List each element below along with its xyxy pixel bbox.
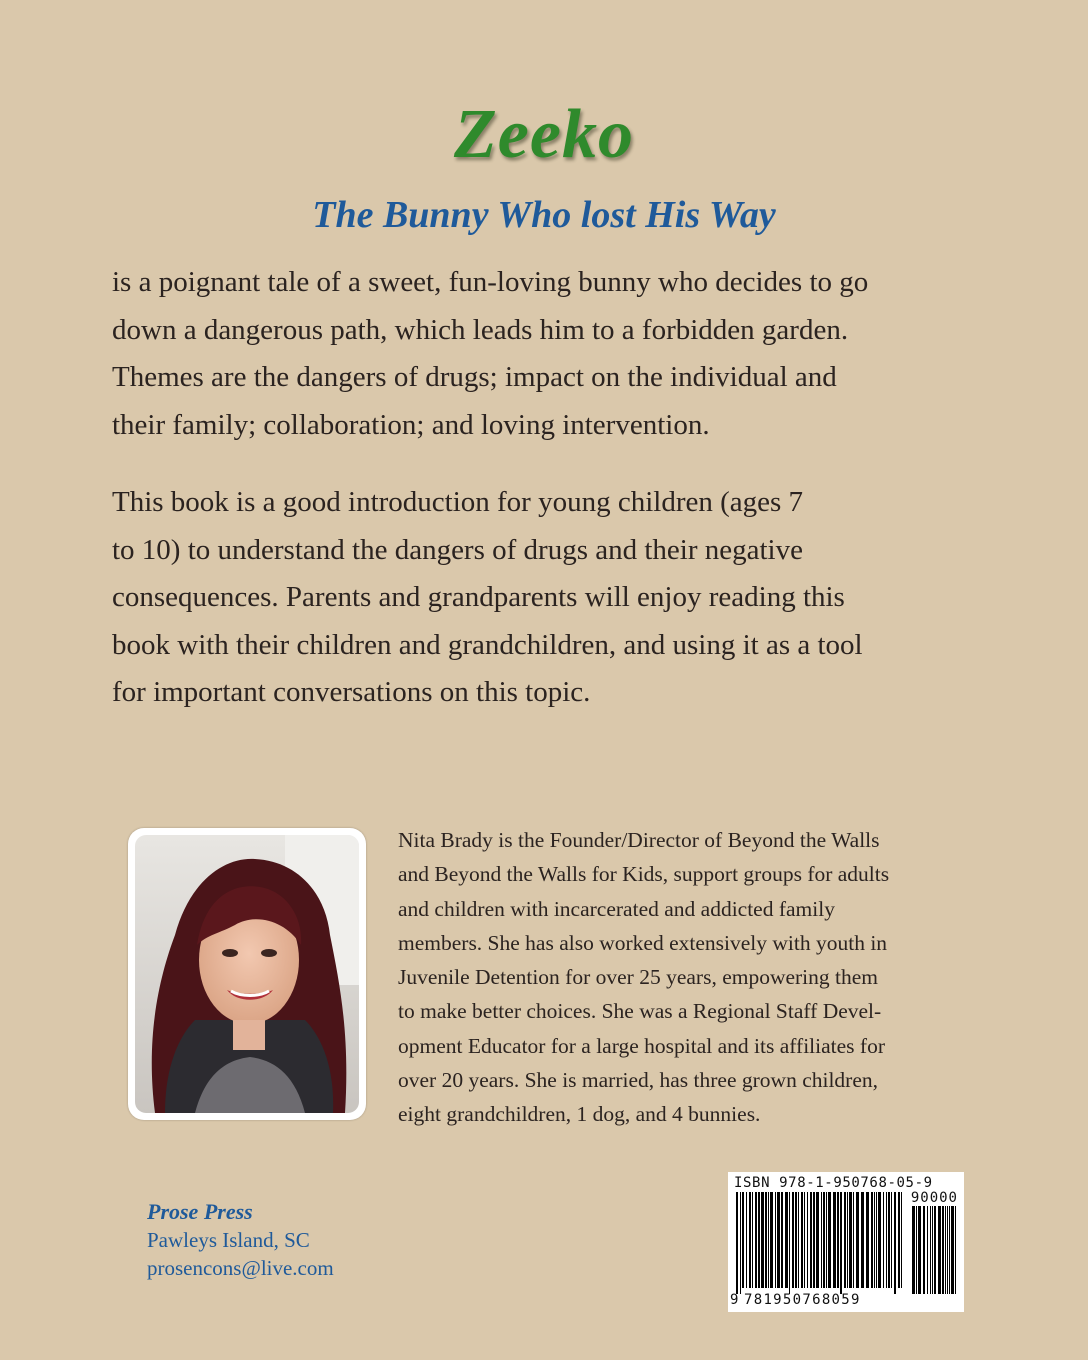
barcode-bar [891, 1192, 892, 1288]
barcode-first-digit: 9 [730, 1292, 739, 1308]
bio-line: members. She has also worked extensively with youth in [398, 930, 888, 955]
barcode-bar [789, 1192, 790, 1294]
barcode-bar [781, 1192, 783, 1288]
barcode-bar [792, 1192, 794, 1288]
barcode-bar [949, 1206, 950, 1294]
bio-line: eight grandchildren, 1 dog, and 4 bunnies. [398, 1102, 761, 1127]
barcode-bar [847, 1192, 848, 1288]
bio-line: opment Educator for a large hospital and its affiliates for [398, 1033, 885, 1058]
description-line: their family; collaboration; and loving intervention. [112, 408, 710, 441]
barcode-bar [742, 1192, 744, 1288]
barcode-bar [785, 1192, 788, 1288]
description-line: This book is a good introduction for young children (ages 7 [112, 486, 804, 518]
barcode-bar [795, 1192, 797, 1288]
barcode-bar [810, 1192, 812, 1288]
book-title: Zeeko [454, 96, 634, 173]
book-subtitle: The Bunny Who lost His Way [312, 194, 776, 236]
description-line: consequences. Parents and grandparents will enjoy reading this [112, 581, 845, 613]
barcode-bar [758, 1192, 760, 1288]
barcode-bar [768, 1192, 769, 1288]
barcode-bar [930, 1206, 931, 1294]
barcode-bar [871, 1192, 873, 1288]
barcode-bar [898, 1192, 900, 1288]
barcode-bar [853, 1192, 854, 1288]
barcode-bar [844, 1192, 846, 1288]
barcode-bar [876, 1192, 877, 1288]
barcode-bar [955, 1206, 956, 1294]
barcode-bar [874, 1192, 875, 1288]
description-line: book with their children and grandchildren, and using it as a tool [112, 628, 863, 661]
barcode-bar [801, 1192, 803, 1288]
bio-line: and children with incarcerated and addicted family [398, 896, 835, 921]
isbn-barcode [728, 1172, 964, 1312]
barcode-bar [821, 1192, 822, 1288]
publisher-block [147, 1198, 334, 1282]
barcode-bar [837, 1192, 839, 1288]
barcode-bar [916, 1206, 917, 1294]
barcode-bar [770, 1192, 773, 1288]
barcode-bar [798, 1192, 799, 1288]
barcode-bar [951, 1206, 954, 1294]
publisher-name: Prose Press [147, 1199, 253, 1224]
barcode-bar [816, 1192, 819, 1288]
barcode-bar [918, 1206, 921, 1294]
barcode-bar [866, 1192, 869, 1288]
barcode-bar [749, 1192, 751, 1288]
barcode-bar [777, 1192, 780, 1288]
barcode-bar [736, 1192, 738, 1294]
barcode-bar [746, 1192, 747, 1288]
barcode-digits: 781950768059 [744, 1292, 861, 1308]
barcode-bar [894, 1192, 896, 1294]
author-portrait-icon [135, 835, 359, 1113]
barcode-addon-number: 90000 [910, 1190, 958, 1206]
barcode-bar [833, 1192, 836, 1288]
barcode-bar [775, 1192, 776, 1288]
barcode-bar [947, 1206, 948, 1294]
barcode-bar [856, 1192, 859, 1288]
barcode-bar [849, 1192, 852, 1288]
description-line: is a poignant tale of a sweet, fun-loving bunny who decides to go [112, 266, 869, 298]
description-line: for important conversations on this topic. [112, 676, 591, 708]
barcode-bar [861, 1192, 864, 1288]
bio-line: Juvenile Detention for over 25 years, empowering them [398, 965, 879, 990]
barcode-bar [938, 1206, 941, 1294]
description-paragraph-2 [112, 479, 992, 717]
barcode-bar [945, 1206, 946, 1294]
barcode-bar [901, 1192, 902, 1288]
barcode-bar [886, 1192, 887, 1288]
barcode-bar [807, 1192, 808, 1288]
barcode-bar [813, 1192, 815, 1288]
barcode-bar [927, 1206, 928, 1294]
description-line: Themes are the dangers of drugs; impact on the individual and [112, 361, 837, 393]
barcode-bar [826, 1192, 827, 1288]
bio-line: to make better choices. She was a Regional Staff Devel- [398, 999, 882, 1024]
publisher-email: prosencons@live.com [147, 1256, 334, 1280]
barcode-bar [912, 1206, 915, 1294]
barcode-bar [823, 1192, 825, 1288]
barcode-bar [804, 1192, 805, 1288]
barcode-bar [840, 1192, 842, 1294]
description-line: to 10) to understand the dangers of drugs and their negative [112, 533, 803, 566]
barcode-bar [932, 1206, 933, 1294]
barcode-bar [888, 1192, 890, 1288]
bio-line: and Beyond the Walls for Kids, support groups for adults [398, 862, 890, 887]
barcode-bar [934, 1206, 936, 1294]
barcode-bar [740, 1192, 741, 1294]
publisher-location: Pawleys Island, SC [147, 1228, 310, 1252]
description-paragraph-1 [112, 259, 992, 449]
bio-line: over 20 years. She is married, has three grown children, [398, 1068, 879, 1093]
barcode-bar [923, 1206, 925, 1294]
barcode-bar [765, 1192, 767, 1288]
author-photo-frame [128, 828, 366, 1120]
barcode-bar [761, 1192, 764, 1288]
barcode-bar [828, 1192, 831, 1288]
barcode-bar [883, 1192, 884, 1288]
barcode-bar [942, 1206, 944, 1294]
bio-line: Nita Brady is the Founder/Director of Beyond the Walls [398, 828, 880, 852]
isbn-label: ISBN 978-1-950768-05-9 [734, 1175, 933, 1191]
author-bio [398, 823, 998, 1132]
barcode-bar [752, 1192, 753, 1288]
barcode-bar [878, 1192, 881, 1288]
description-line: down a dangerous path, which leads him to a forbidden garden. [112, 313, 849, 346]
barcode-bar [755, 1192, 757, 1288]
